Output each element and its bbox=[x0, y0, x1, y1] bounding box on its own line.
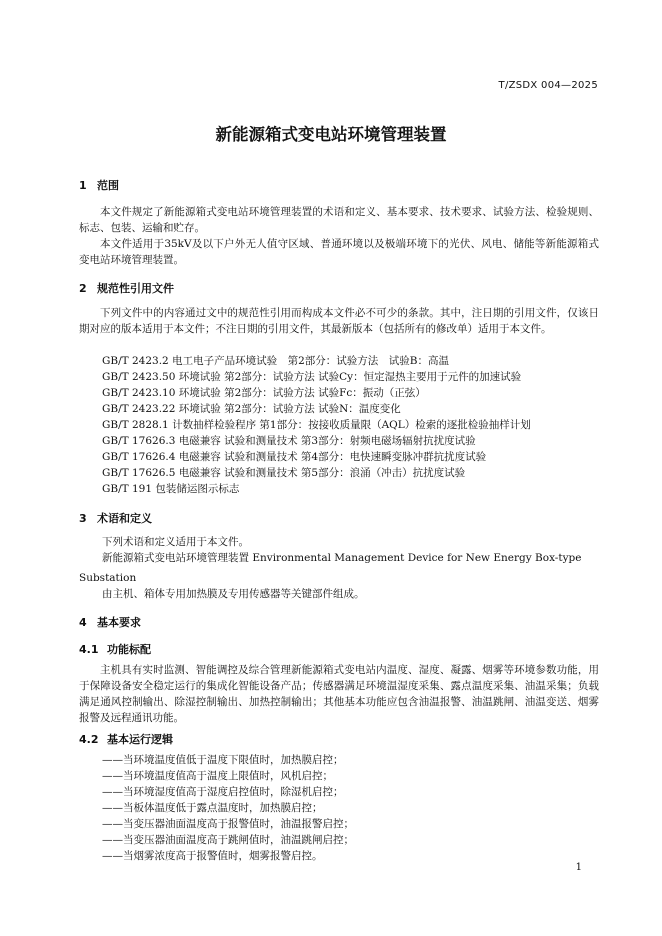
reference-title: 电磁兼容 试验和测量技术 第3部分：射频电磁场辐射抗扰度试验 bbox=[178, 435, 476, 447]
reference-item bbox=[102, 433, 476, 449]
section-2-heading bbox=[79, 280, 174, 296]
term-english: Environmental Management Device for New Energy Box-type bbox=[252, 552, 582, 564]
logic-list-item: ——当环境湿度值高于湿度启控值时，除湿机启控； bbox=[102, 786, 344, 798]
reference-title: 包装储运图示标志 bbox=[155, 483, 240, 495]
reference-title: 电工电子产品环境试验 第2部分：试验方法 试验B：高温 bbox=[172, 355, 449, 367]
document-title: 新能源箱式变电站环境管理装置 bbox=[215, 125, 447, 144]
reference-code: GB/T 17626.5 bbox=[102, 467, 176, 479]
term-english-continued: Substation bbox=[79, 572, 137, 584]
logic-list-item: ——当环境温度值高于温度上限值时，风机启控； bbox=[102, 770, 333, 782]
logic-list-item: ——当变压器油面温度高于跳闸值时，油温跳闸启控； bbox=[102, 834, 354, 846]
section-number: 4 bbox=[79, 616, 87, 629]
section-number: 3 bbox=[79, 512, 87, 525]
reference-code: GB/T 2423.22 bbox=[102, 403, 176, 415]
terms-intro: 下列术语和定义适用于本文件。 bbox=[102, 536, 249, 548]
subsection-number: 4.1 bbox=[79, 643, 99, 656]
reference-title: 电磁兼容 试验和测量技术 第5部分：浪涌（冲击）抗扰度试验 bbox=[178, 467, 466, 479]
logic-list-item: ——当变压器油面温度高于报警值时，油温报警启控； bbox=[102, 818, 354, 830]
subsection-number: 4.2 bbox=[79, 733, 99, 746]
reference-title: 电磁兼容 试验和测量技术 第4部分：电快速瞬变脉冲群抗扰度试验 bbox=[178, 451, 487, 463]
reference-title: 环境试验 第2部分：试验方法 试验N：温度变化 bbox=[178, 403, 401, 415]
logic-list-item: ——当环境温度值低于温度下限值时，加热膜启控； bbox=[102, 754, 344, 766]
page-number: 1 bbox=[575, 862, 582, 873]
references-intro: 下列文件中的内容通过文中的规范性引用而构成本文件必不可少的条款。其中，注日期的引用文件，仅该日期对应的版本适用于本文件；不注日期的引用文件，其最新版本（包括所有的修改单）适用于本文件。 bbox=[79, 307, 599, 335]
section-1-heading bbox=[79, 177, 119, 193]
reference-item bbox=[102, 449, 486, 465]
reference-code: GB/T 17626.3 bbox=[102, 435, 176, 447]
reference-item bbox=[102, 369, 521, 385]
term-definition: 由主机、箱体专用加热膜及专用传感器等关键部件组成。 bbox=[102, 588, 365, 600]
logic-list-item: ——当板体温度低于露点温度时，加热膜启控； bbox=[102, 802, 323, 814]
logic-list-item: ——当烟雾浓度高于报警值时，烟雾报警启控。 bbox=[102, 850, 323, 862]
subsection-4-1-heading bbox=[79, 641, 151, 657]
section-4-heading bbox=[79, 614, 141, 630]
reference-code: GB/T 2423.10 bbox=[102, 387, 176, 399]
reference-code: GB/T 2423.50 bbox=[102, 371, 176, 383]
subsection-4-2-heading bbox=[79, 731, 173, 747]
function-paragraph: 主机具有实时监测、智能调控及综合管理新能源箱式变电站内温度、湿度、凝露、烟雾等环境参数功能，用于保障设备安全稳定运行的集成化智能设备产品；传感器满足环境温湿度采集、露点温度采集、油温采集；负载满足通风控制输出、除湿控制输出、加热控制输出；其他基本功能应包含油温报警、油温跳闸、油温变送、烟雾报警及远程通讯功能。 bbox=[79, 664, 599, 724]
reference-title: 环境试验 第2部分：试验方法 试验Fc：振动（正弦） bbox=[178, 387, 426, 399]
subsection-title: 功能标配 bbox=[107, 643, 151, 656]
reference-code: GB/T 17626.4 bbox=[102, 451, 176, 463]
term-chinese: 新能源箱式变电站环境管理装置 bbox=[102, 552, 249, 564]
reference-item bbox=[102, 417, 531, 433]
reference-title: 环境试验 第2部分：试验方法 试验Cy：恒定湿热主要用于元件的加速试验 bbox=[178, 371, 522, 383]
scope-paragraph-2: 本文件适用于35kV及以下户外无人值守区域、普通环境以及极端环境下的光伏、风电、储能等新能源箱式变电站环境管理装置。 bbox=[79, 238, 599, 266]
reference-code: GB/T 191 bbox=[102, 483, 153, 495]
reference-code: GB/T 2423.2 bbox=[102, 355, 169, 367]
section-number: 1 bbox=[79, 179, 87, 192]
section-title: 范围 bbox=[97, 179, 119, 192]
reference-item bbox=[102, 353, 449, 369]
subsection-title: 基本运行逻辑 bbox=[107, 733, 173, 746]
reference-item bbox=[102, 401, 401, 417]
term-entry bbox=[102, 550, 581, 566]
standard-code: T/ZSDX 004—2025 bbox=[498, 80, 598, 91]
reference-title: 计数抽样检验程序 第1部分：按接收质量限（AQL）检索的逐批检验抽样计划 bbox=[172, 419, 531, 431]
section-3-heading bbox=[79, 510, 152, 526]
section-number: 2 bbox=[79, 282, 87, 295]
reference-item bbox=[102, 385, 426, 401]
section-title: 基本要求 bbox=[97, 616, 141, 629]
reference-item bbox=[102, 465, 465, 481]
section-title: 规范性引用文件 bbox=[97, 282, 174, 295]
reference-item bbox=[102, 481, 239, 497]
section-title: 术语和定义 bbox=[97, 512, 152, 525]
scope-paragraph-1: 本文件规定了新能源箱式变电站环境管理装置的术语和定义、基本要求、技术要求、试验方法、检验规则、标志、包装、运输和贮存。 bbox=[79, 206, 599, 234]
reference-code: GB/T 2828.1 bbox=[102, 419, 169, 431]
